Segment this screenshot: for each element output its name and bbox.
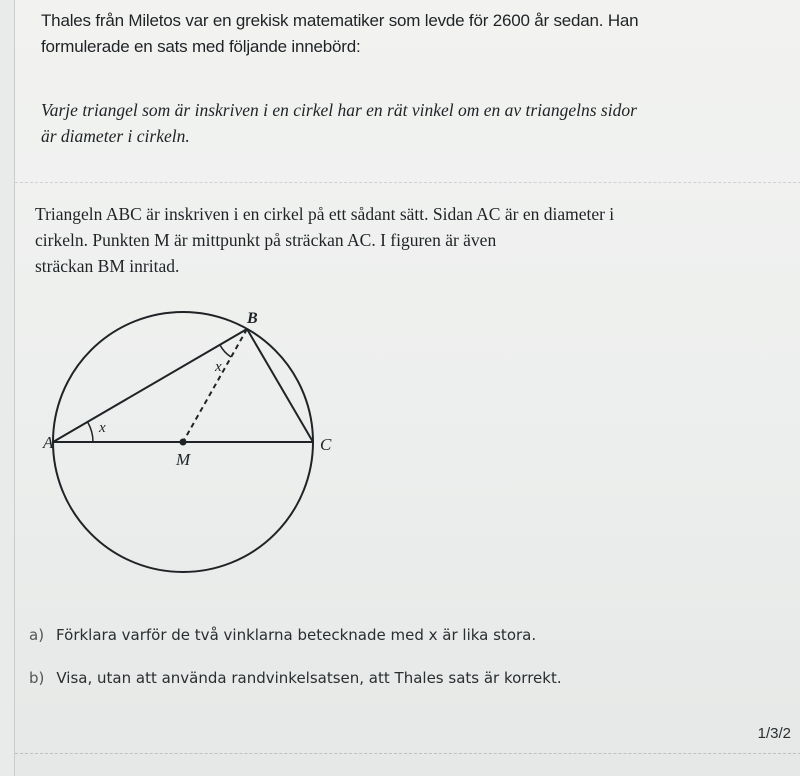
- document-page: [14, 0, 800, 776]
- angle-label-B: x: [215, 359, 222, 375]
- angle-arc-A: [88, 422, 93, 442]
- problem-text: [35, 201, 735, 279]
- segment-BM: [183, 329, 247, 442]
- label-M: M: [176, 450, 191, 469]
- theorem-line-1: Varje triangel som är inskriven i en cirkel har en rät vinkel om en av triangelns sidor: [41, 100, 637, 120]
- theorem-line-2: är diameter i cirkeln.: [41, 126, 190, 146]
- angle-label-A: x: [99, 420, 106, 436]
- intro-text: [41, 8, 761, 60]
- question-a-label: a): [29, 626, 45, 644]
- theorem-statement: [41, 97, 741, 149]
- thales-circle-figure: [35, 300, 355, 590]
- bottom-divider: [15, 753, 800, 754]
- problem-line-1: Triangeln ABC är inskriven i en cirkel på ett sådant sätt. Sidan AC är en diameter i: [35, 204, 615, 224]
- question-b-label: b): [29, 669, 45, 687]
- side-BC: [247, 329, 313, 442]
- question-a: [29, 624, 749, 646]
- label-B: B: [247, 310, 258, 327]
- problem-line-2: cirkeln. Punkten M är mittpunkt på sträckan AC. I figuren är även: [35, 230, 497, 250]
- side-AB: [53, 329, 247, 442]
- question-b-text: Visa, utan att använda randvinkelsatsen, att Thales sats är korrekt.: [56, 669, 562, 687]
- label-A: A: [43, 433, 54, 452]
- label-C: C: [320, 435, 332, 454]
- intro-line-2: formulerade en sats med följande innebörd:: [41, 37, 361, 56]
- section-divider: [15, 182, 800, 183]
- page-number: 1/3/2: [757, 725, 791, 742]
- problem-line-3: sträckan BM inritad.: [35, 256, 180, 276]
- point-M: [180, 439, 187, 446]
- question-a-text: Förklara varför de två vinklarna betecknade med x är lika stora.: [56, 626, 537, 644]
- angle-arc-B: [220, 345, 231, 357]
- intro-line-1: Thales från Miletos var en grekisk matematiker som levde för 2600 år sedan. Han: [41, 11, 639, 30]
- question-b: [29, 667, 749, 689]
